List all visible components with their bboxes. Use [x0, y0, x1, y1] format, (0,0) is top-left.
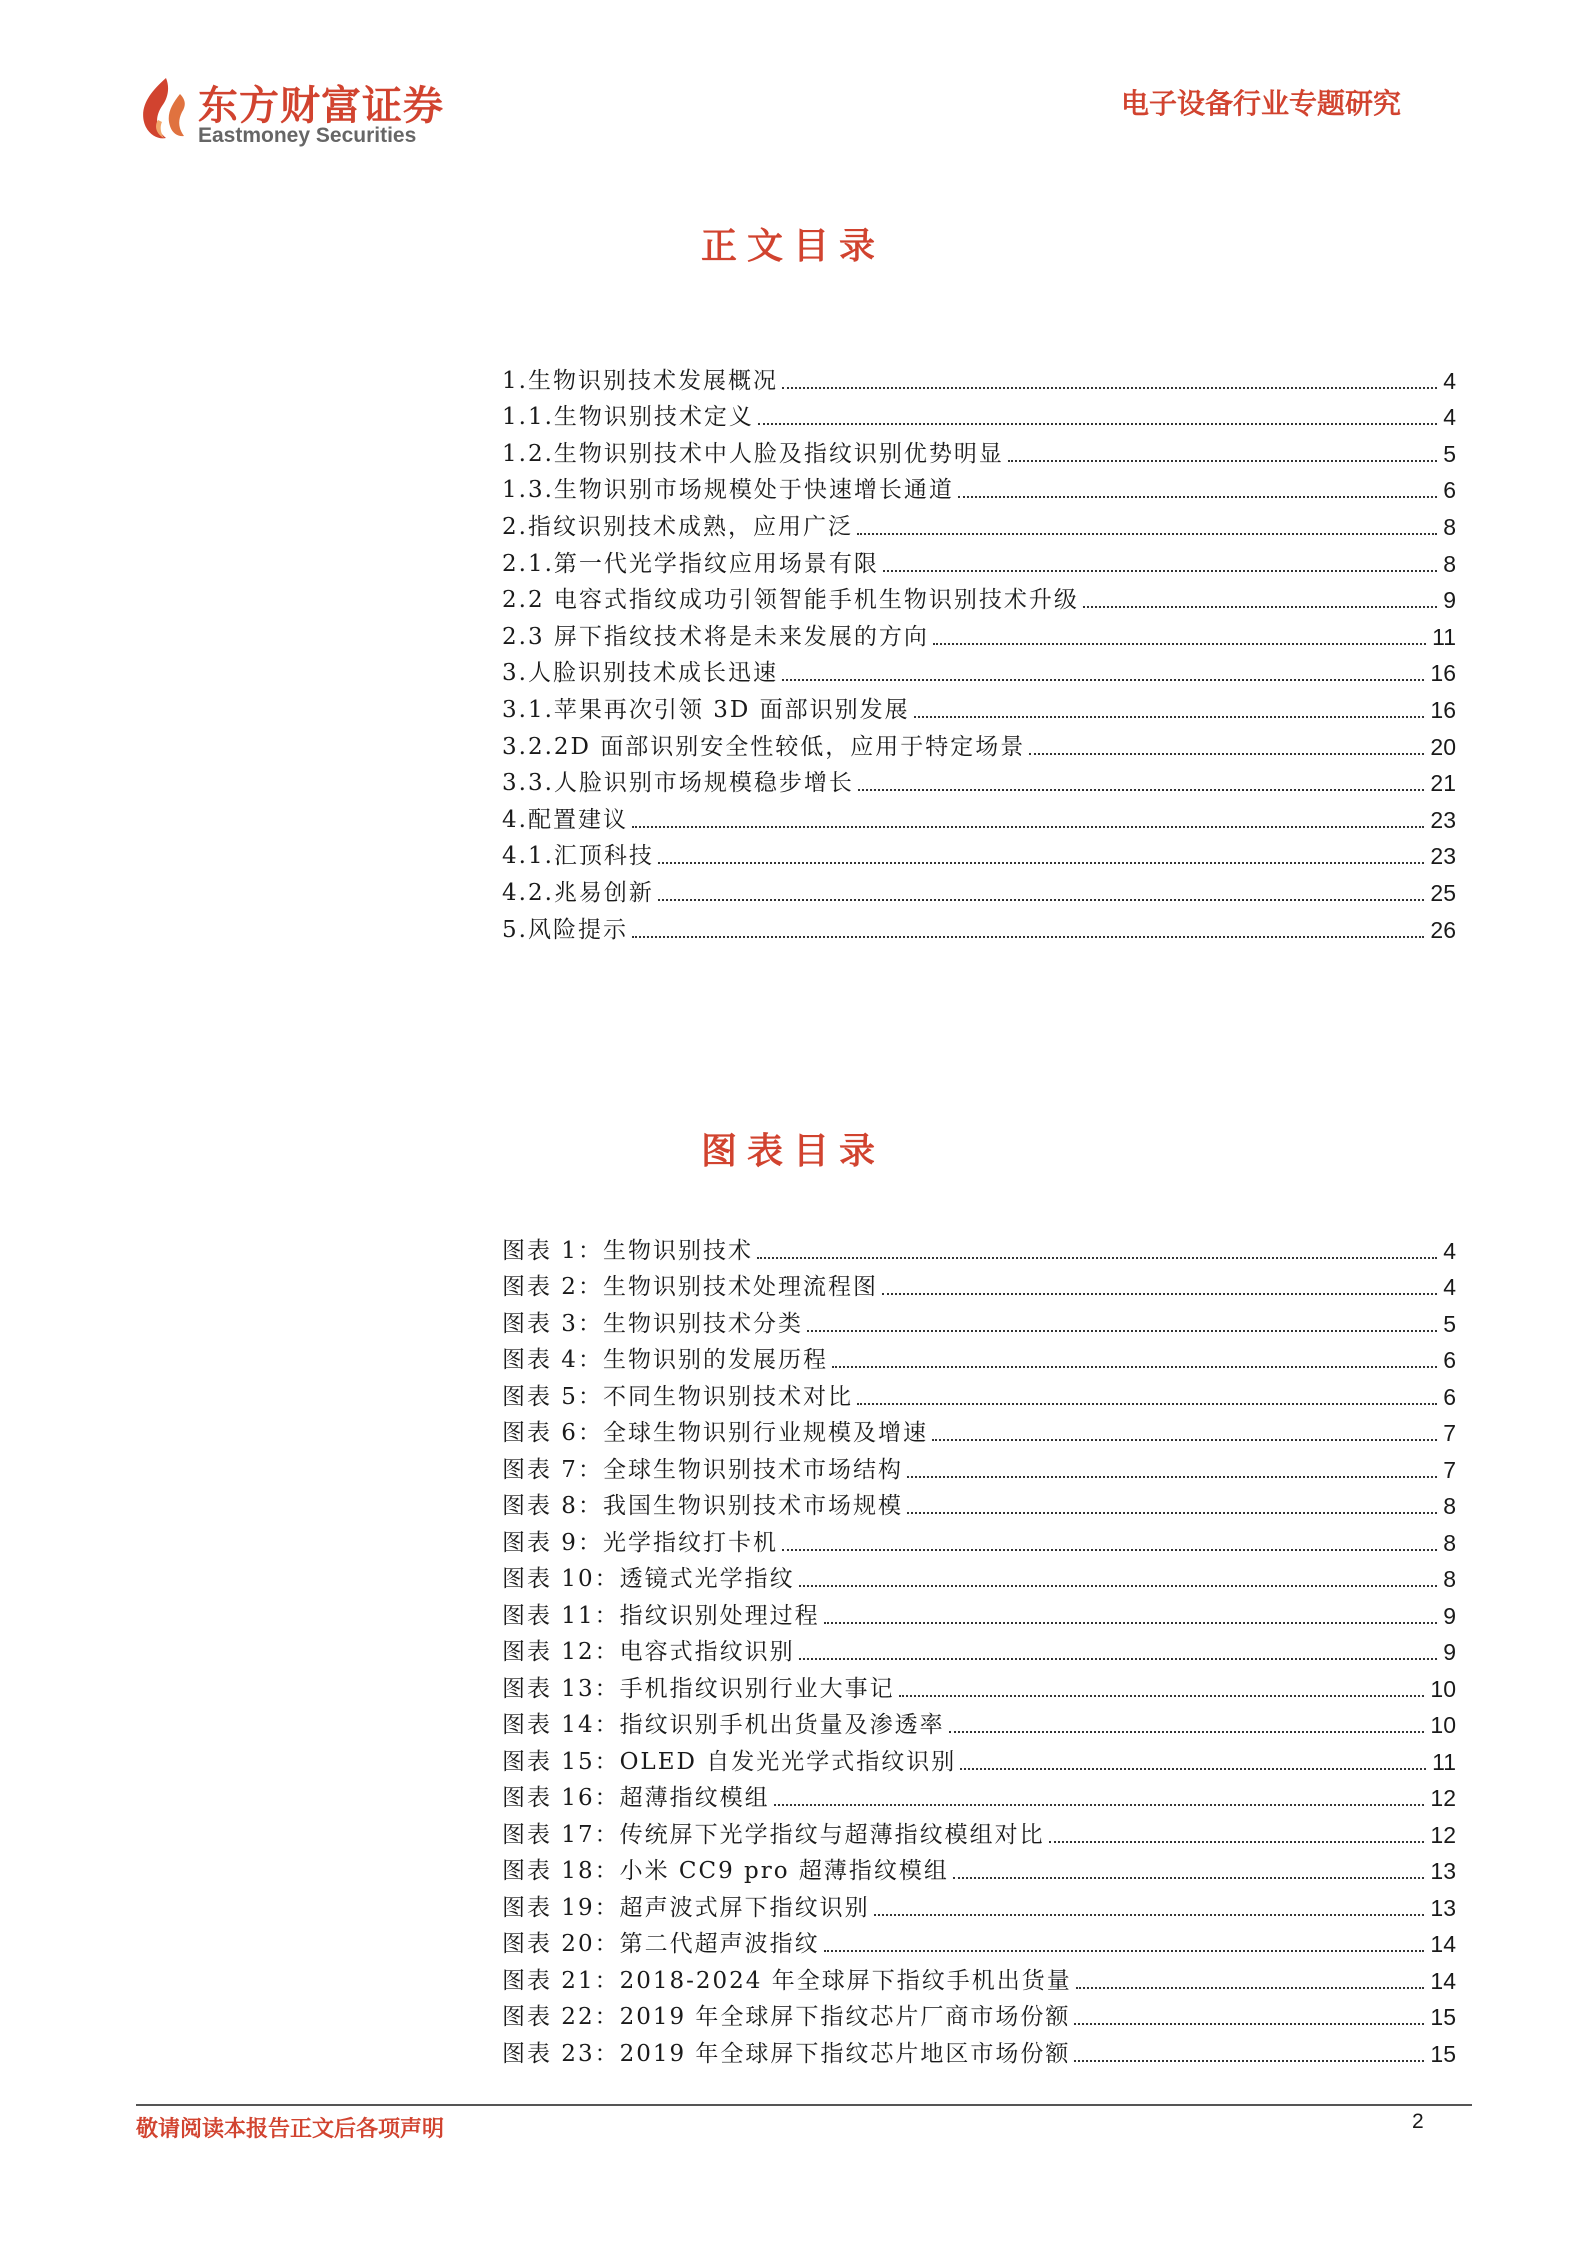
figure-entry-title: 图表 11：指纹识别处理过程: [502, 1602, 820, 1629]
figure-entry-page-number: 14: [1430, 1931, 1456, 1957]
figure-entry[interactable]: [502, 1411, 1456, 1448]
footer-divider: [136, 2104, 1472, 2106]
dot-leader: [899, 1694, 1425, 1697]
figure-entry-title: 图表 13：手机指纹识别行业大事记: [502, 1675, 895, 1702]
toc-entry[interactable]: [502, 578, 1456, 615]
toc-entry-title: 3.3.人脸识别市场规模稳步增长: [502, 770, 854, 797]
dot-leader: [949, 1730, 1425, 1733]
figure-entry-title: 图表 10：透镜式光学指纹: [502, 1566, 795, 1592]
figure-entry-title: 图表 21：2018-2024 年全球屏下指纹手机出货量: [502, 1967, 1072, 1994]
figure-entry-title: 图表 6：全球生物识别行业规模及增速: [502, 1420, 928, 1446]
toc-entry[interactable]: [502, 907, 1456, 944]
dot-leader: [782, 386, 1437, 389]
toc-entry[interactable]: [502, 541, 1456, 578]
toc-entry-page-number: 23: [1430, 843, 1456, 870]
figure-entry-page-number: 9: [1443, 1639, 1456, 1665]
dot-leader: [1029, 752, 1424, 755]
figure-entry-page-number: 4: [1443, 1274, 1456, 1300]
dot-leader: [799, 1584, 1438, 1587]
figure-entry-title: 图表 23：2019 年全球屏下指纹芯片地区市场份额: [502, 2040, 1071, 2067]
dot-leader: [914, 715, 1425, 718]
figure-entry[interactable]: [502, 1520, 1456, 1557]
toc-entry[interactable]: [502, 395, 1456, 432]
figure-entry-page-number: 7: [1443, 1420, 1456, 1446]
figure-entry-page-number: 8: [1443, 1529, 1456, 1556]
figure-entry[interactable]: [502, 1812, 1456, 1849]
toc-entry-title: 1.1.生物识别技术定义: [502, 404, 754, 431]
figure-entry-title: 图表 5：不同生物识别技术对比: [502, 1383, 853, 1410]
figure-entry[interactable]: [502, 1885, 1456, 1922]
figure-entry-page-number: 6: [1443, 1347, 1456, 1373]
figure-entry-page-number: 13: [1430, 1858, 1456, 1884]
dot-leader: [832, 1365, 1437, 1368]
dot-leader: [824, 1621, 1438, 1624]
toc-entry-title: 1.生物识别技术发展概况: [502, 367, 778, 394]
toc-entry-title: 2.3 屏下指纹技术将是未来发展的方向: [502, 623, 929, 650]
figure-entry-title: 图表 15：OLED 自发光光学式指纹识别: [502, 1748, 957, 1775]
toc-entry[interactable]: [502, 870, 1456, 907]
dot-leader: [658, 898, 1425, 901]
report-type-label: 电子设备行业专题研究: [1120, 87, 1401, 120]
toc-entry-page-number: 8: [1443, 513, 1456, 540]
figure-entry-page-number: 15: [1430, 2004, 1456, 2030]
dot-leader: [858, 788, 1425, 791]
dot-leader: [782, 1548, 1437, 1551]
dot-leader: [1083, 605, 1437, 608]
figure-entry-title: 图表 19：超声波式屏下指纹识别: [502, 1894, 870, 1921]
toc-entry-title: 3.1.苹果再次引领 3D 面部识别发展: [502, 696, 910, 723]
figure-entry[interactable]: [502, 1557, 1456, 1594]
figure-index-list: [502, 1228, 1456, 2068]
dot-leader: [857, 1402, 1437, 1405]
toc-entry-title: 1.3.生物识别市场规模处于快速增长通道: [502, 477, 954, 504]
figure-entry-page-number: 12: [1430, 1785, 1456, 1811]
figure-entry-title: 图表 18：小米 CC9 pro 超薄指纹模组: [502, 1858, 949, 1884]
figure-entry-page-number: 10: [1430, 1675, 1456, 1702]
footer-disclaimer: 敬请阅读本报告正文后各项声明: [136, 2117, 445, 2142]
figure-entry[interactable]: [502, 1228, 1456, 1265]
toc-entry[interactable]: [502, 797, 1456, 834]
toc-entry[interactable]: [502, 651, 1456, 688]
dot-leader: [757, 1256, 1437, 1259]
logo-chinese-text: 东方财富证券: [198, 83, 444, 129]
toc-entry-page-number: 8: [1443, 550, 1456, 577]
dot-leader: [1074, 2022, 1424, 2025]
toc-entry-page-number: 6: [1443, 477, 1456, 504]
toc-entry-page-number: 26: [1430, 916, 1456, 943]
toc-entry-title: 2.指纹识别技术成熟，应用广泛: [502, 513, 853, 540]
dot-leader: [857, 532, 1437, 535]
toc-section-title: 正文目录: [700, 225, 885, 267]
toc-entry[interactable]: [502, 431, 1456, 468]
toc-entry-title: 1.2.生物识别技术中人脸及指纹识别优势明显: [502, 440, 1004, 467]
dot-leader: [774, 1803, 1425, 1806]
dot-leader: [907, 1511, 1437, 1514]
figure-entry[interactable]: [502, 1447, 1456, 1484]
figure-entry[interactable]: [502, 1739, 1456, 1776]
toc-entry-page-number: 11: [1432, 623, 1456, 650]
figure-entry[interactable]: [502, 2031, 1456, 2068]
figure-entry[interactable]: [502, 1593, 1456, 1630]
figure-entry-title: 图表 16：超薄指纹模组: [502, 1785, 770, 1811]
figure-entry-page-number: 8: [1443, 1493, 1456, 1519]
toc-entry-page-number: 5: [1443, 440, 1456, 467]
page-header: [0, 0, 1586, 160]
toc-list: [502, 358, 1456, 944]
dot-leader: [953, 1876, 1425, 1879]
dot-leader: [632, 825, 1424, 828]
figure-entry-page-number: 11: [1432, 1748, 1456, 1775]
figure-entry-title: 图表 2：生物识别技术处理流程图: [502, 1274, 878, 1300]
toc-entry[interactable]: [502, 687, 1456, 724]
dot-leader: [799, 1657, 1438, 1660]
toc-entry-title: 2.2 电容式指纹成功引领智能手机生物识别技术升级: [502, 587, 1079, 614]
toc-entry-title: 3.人脸识别技术成长迅速: [502, 660, 778, 687]
toc-entry-title: 4.1.汇顶科技: [502, 843, 654, 870]
figure-index-section-title: 图表目录: [700, 1130, 885, 1172]
figure-entry-page-number: 10: [1430, 1712, 1456, 1738]
figure-entry-title: 图表 14：指纹识别手机出货量及渗透率: [502, 1712, 945, 1738]
dot-leader: [758, 422, 1437, 425]
figure-entry-page-number: 8: [1443, 1566, 1456, 1592]
dot-leader: [960, 1767, 1426, 1770]
toc-entry-page-number: 16: [1430, 660, 1456, 687]
dot-leader: [1076, 1986, 1425, 1989]
figure-entry[interactable]: [502, 1776, 1456, 1813]
figure-entry[interactable]: [502, 1630, 1456, 1667]
figure-entry-title: 图表 22：2019 年全球屏下指纹芯片厂商市场份额: [502, 2004, 1071, 2030]
toc-entry[interactable]: [502, 468, 1456, 505]
page-number: 2: [1412, 2110, 1424, 2133]
figure-entry-title: 图表 7：全球生物识别技术市场结构: [502, 1456, 903, 1483]
dot-leader: [807, 1329, 1437, 1332]
dot-leader: [882, 1292, 1437, 1295]
toc-entry-page-number: 21: [1430, 770, 1456, 797]
dot-leader: [658, 861, 1425, 864]
dot-leader: [1074, 2059, 1424, 2062]
figure-entry-page-number: 6: [1443, 1383, 1456, 1410]
dot-leader: [824, 1949, 1425, 1952]
eastmoney-logo: [136, 72, 466, 152]
toc-entry-title: 4.配置建议: [502, 806, 628, 833]
dot-leader: [782, 678, 1424, 681]
figure-entry-title: 图表 12：电容式指纹识别: [502, 1639, 795, 1665]
dot-leader: [874, 1913, 1425, 1916]
figure-entry-page-number: 14: [1430, 1967, 1456, 1994]
toc-entry-page-number: 9: [1443, 587, 1456, 614]
figure-entry-page-number: 12: [1430, 1821, 1456, 1848]
toc-entry-page-number: 20: [1430, 733, 1456, 760]
figure-entry[interactable]: [502, 1484, 1456, 1521]
figure-entry-title: 图表 3：生物识别技术分类: [502, 1310, 803, 1337]
toc-entry[interactable]: [502, 358, 1456, 395]
figure-entry[interactable]: [502, 1301, 1456, 1338]
figure-entry[interactable]: [502, 1995, 1456, 2032]
toc-entry-title: 4.2.兆易创新: [502, 879, 654, 906]
figure-entry-page-number: 4: [1443, 1237, 1456, 1264]
figure-entry-title: 图表 4：生物识别的发展历程: [502, 1347, 828, 1373]
figure-entry[interactable]: [502, 1666, 1456, 1703]
figure-entry-page-number: 7: [1443, 1456, 1456, 1483]
dot-leader: [958, 495, 1437, 498]
dot-leader: [632, 935, 1424, 938]
figure-entry-page-number: 13: [1430, 1894, 1456, 1921]
figure-entry[interactable]: [502, 1338, 1456, 1375]
figure-entry-title: 图表 17：传统屏下光学指纹与超薄指纹模组对比: [502, 1821, 1045, 1848]
toc-entry[interactable]: [502, 834, 1456, 871]
dot-leader: [907, 1475, 1437, 1478]
figure-entry[interactable]: [502, 1265, 1456, 1302]
toc-entry-page-number: 4: [1443, 404, 1456, 431]
dot-leader: [932, 1438, 1437, 1441]
dot-leader: [933, 642, 1426, 645]
toc-entry-page-number: 23: [1430, 806, 1456, 833]
flame-logo-icon: [136, 76, 192, 142]
figure-entry[interactable]: [502, 1958, 1456, 1995]
figure-entry-page-number: 5: [1443, 1310, 1456, 1337]
figure-entry-title: 图表 20：第二代超声波指纹: [502, 1931, 820, 1957]
toc-entry-page-number: 25: [1430, 879, 1456, 906]
dot-leader: [1049, 1840, 1425, 1843]
toc-entry[interactable]: [502, 504, 1456, 541]
toc-entry[interactable]: [502, 761, 1456, 798]
figure-entry-page-number: 15: [1430, 2040, 1456, 2067]
toc-entry-title: 5.风险提示: [502, 916, 628, 943]
figure-entry[interactable]: [502, 1849, 1456, 1886]
dot-leader: [883, 569, 1437, 572]
figure-entry[interactable]: [502, 1374, 1456, 1411]
toc-entry[interactable]: [502, 614, 1456, 651]
toc-entry-title: 3.2.2D 面部识别安全性较低，应用于特定场景: [502, 733, 1026, 760]
figure-entry-title: 图表 8：我国生物识别技术市场规模: [502, 1493, 903, 1519]
logo-english-text: Eastmoney Securities: [198, 124, 417, 147]
figure-entry[interactable]: [502, 1922, 1456, 1959]
toc-entry[interactable]: [502, 724, 1456, 761]
figure-entry[interactable]: [502, 1703, 1456, 1740]
toc-entry-page-number: 4: [1443, 367, 1456, 394]
dot-leader: [1008, 459, 1437, 462]
figure-entry-title: 图表 9：光学指纹打卡机: [502, 1529, 778, 1556]
toc-entry-title: 2.1.第一代光学指纹应用场景有限: [502, 550, 879, 577]
toc-entry-page-number: 16: [1430, 696, 1456, 723]
figure-entry-page-number: 9: [1443, 1602, 1456, 1629]
figure-entry-title: 图表 1：生物识别技术: [502, 1237, 753, 1264]
